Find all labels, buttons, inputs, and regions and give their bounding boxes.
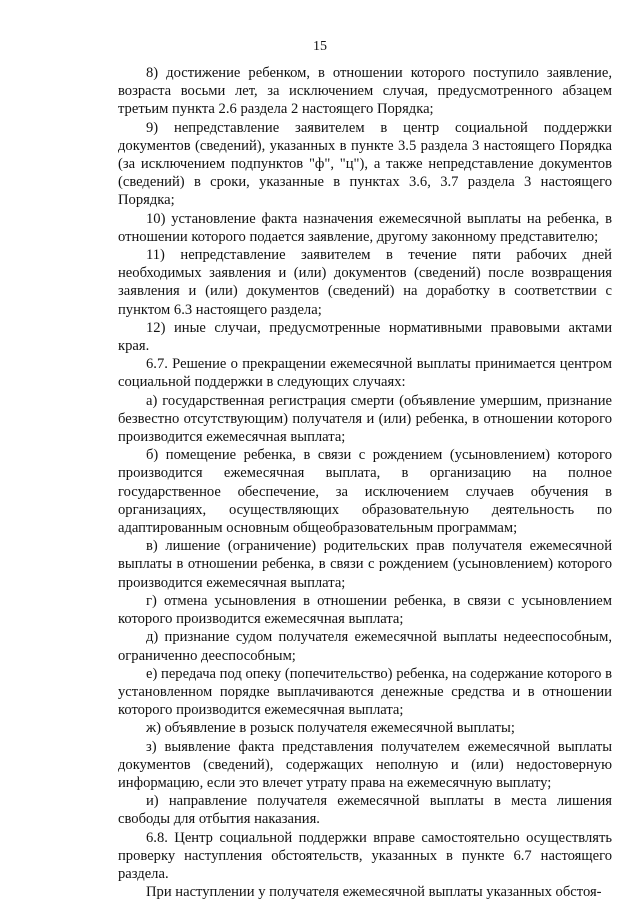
page-number: 15	[313, 39, 327, 54]
item-g-adoption-cancel: г) отмена усыновления в отношении ребенка, в связи с усыновлением которого производится ежемесячная выплата;	[118, 592, 612, 628]
item-z-false-information: з) выявление факта представления получателем ежемесячной выплаты документов (сведений), содержащих неполную и (или) недостоверную информацию, если это влечет утрату права на ежемесячную выплату;	[118, 738, 612, 791]
item-v-parental-rights: в) лишение (ограничение) родительских прав получателя ежемесячной выплаты в отношении ребенка, в связи с рождением (усыновлением) которого производится ежемесячная выплата;	[118, 538, 612, 591]
document-body	[118, 64, 612, 901]
item-i-imprisonment: и) направление получателя ежемесячной выплаты в места лишения свободы для отбытия наказания.	[118, 793, 612, 828]
item-a-death-registration: а) государственная регистрация смерти (объявление умершим, признание безвестно отсутствующим) получателя и (или) ребенка, в отношении которого производится ежемесячная выплата;	[118, 392, 612, 446]
item-zh-wanted: ж) объявление в розыск получателя ежемесячной выплаты;	[146, 720, 515, 737]
item-e-guardianship: е) передача под опеку (попечительство) ребенка, на содержание которого в установленном порядке выплачиваются денежные средства и в отношении которого производится ежемесячная выплата;	[118, 665, 612, 719]
paragraph-8-child-age: 8) достижение ребенком, в отношении которого поступило заявление, возраста восьми лет, за исключением случая, предусмотренного абзацем третьим пункта 2.6 раздела 2 настоящего Порядка;	[118, 65, 612, 118]
paragraph-12-other-cases: 12) иные случаи, предусмотренные нормативными правовыми актами края.	[118, 319, 612, 355]
paragraph-10-other-representative: 10) установление факта назначения ежемесячной выплаты на ребенка, в отношении которого подается заявление, другому законному представителю;	[118, 210, 612, 245]
item-b-state-support: б) помещение ребенка, в связи с рождением (усыновлением) которого производится ежемесячная выплата, в организацию на полное государственное обеспечение, за исключением случаев обучения в организациях, осуществляющих образовательную деятельность по адаптированным основным общеобразовательным программам;	[118, 447, 612, 537]
item-d-incapacity: д) признание судом получателя ежемесячной выплаты недееспособным, ограниченно дееспособным;	[118, 629, 612, 664]
section-6-8-verification: 6.8. Центр социальной поддержки вправе самостоятельно осуществлять проверку наступления обстоятельств, указанных в пункте 6.7 настоящего раздела.	[118, 829, 612, 882]
paragraph-11-documents-after-return: 11) непредставление заявителем в течение пяти рабочих дней необходимых заявления и (или) документов (сведений) после возвращения заявления и (или) документов (сведений) на доработку в соответствии с пунктом 6.3 настоящего раздела;	[118, 247, 612, 318]
section-6-7-heading: 6.7. Решение о прекращении ежемесячной выплаты принимается центром социальной поддержки в следующих случаях:	[118, 356, 612, 391]
paragraph-continuation: При наступлении у получателя ежемесячной выплаты указанных обстоя-	[146, 884, 602, 901]
paragraph-9-documents-not-submitted: 9) непредставление заявителем в центр социальной поддержки документов (сведений), указанных в пункте 3.5 раздела 3 настоящего Порядка (за исключением подпунктов "ф", "ц"), а также непредставление документов (сведений) в сроки, указанные в пунктах 3.6, 3.7 раздела 3 настоящего Порядка;	[118, 119, 612, 209]
